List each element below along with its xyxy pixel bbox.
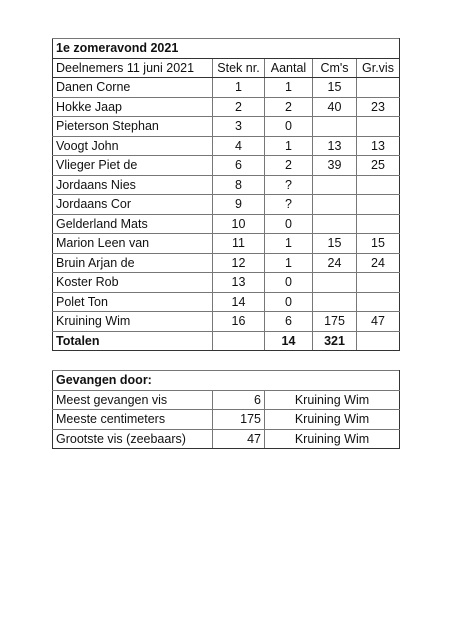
header-grvis: Gr.vis [357, 58, 400, 78]
largest-fish: 23 [357, 97, 400, 117]
totals-grvis-empty [357, 331, 400, 351]
header-stek: Stek nr. [213, 58, 265, 78]
table-row [53, 214, 400, 234]
stek-number: 12 [213, 253, 265, 273]
table-row [53, 136, 400, 156]
largest-fish [357, 292, 400, 312]
summary-label: Grootste vis (zeebaars) [53, 429, 213, 449]
catch-count: 2 [265, 97, 313, 117]
title-row [53, 39, 400, 59]
stek-number: 16 [213, 312, 265, 332]
largest-fish [357, 175, 400, 195]
stek-number: 11 [213, 234, 265, 254]
participant-name: Vlieger Piet de [53, 156, 213, 176]
summary-title-row [53, 371, 400, 391]
catch-count: ? [265, 195, 313, 215]
largest-fish [357, 195, 400, 215]
catch-count: 0 [265, 214, 313, 234]
table-row [53, 273, 400, 293]
catch-count: 0 [265, 117, 313, 137]
summary-row [53, 429, 400, 449]
largest-fish: 13 [357, 136, 400, 156]
total-cm [313, 273, 357, 293]
participant-name: Voogt John [53, 136, 213, 156]
participant-name: Kruining Wim [53, 312, 213, 332]
summary-label: Meeste centimeters [53, 410, 213, 430]
table-row [53, 97, 400, 117]
results-table [52, 38, 400, 351]
catch-count: 1 [265, 253, 313, 273]
catch-count: 6 [265, 312, 313, 332]
table-row [53, 156, 400, 176]
total-cm [313, 292, 357, 312]
stek-number: 6 [213, 156, 265, 176]
totals-row [53, 331, 400, 351]
summary-who: Kruining Wim [265, 429, 400, 449]
largest-fish: 25 [357, 156, 400, 176]
table-row [53, 175, 400, 195]
stek-number: 4 [213, 136, 265, 156]
catch-count: 2 [265, 156, 313, 176]
participant-name: Pieterson Stephan [53, 117, 213, 137]
totals-aantal: 14 [265, 331, 313, 351]
participant-name: Marion Leen van [53, 234, 213, 254]
stek-number: 3 [213, 117, 265, 137]
header-participants: Deelnemers 11 juni 2021 [53, 58, 213, 78]
participant-name: Bruin Arjan de [53, 253, 213, 273]
largest-fish: 15 [357, 234, 400, 254]
total-cm: 40 [313, 97, 357, 117]
catch-count: 0 [265, 273, 313, 293]
table-row [53, 117, 400, 137]
table-row [53, 292, 400, 312]
participant-name: Jordaans Cor [53, 195, 213, 215]
table-title: 1e zomeravond 2021 [53, 39, 400, 59]
stek-number: 2 [213, 97, 265, 117]
header-row [53, 58, 400, 78]
participant-name: Gelderland Mats [53, 214, 213, 234]
largest-fish [357, 78, 400, 98]
participant-name: Hokke Jaap [53, 97, 213, 117]
summary-who: Kruining Wim [265, 390, 400, 410]
catch-count: ? [265, 175, 313, 195]
catch-count: 1 [265, 136, 313, 156]
summary-value: 6 [213, 390, 265, 410]
largest-fish [357, 273, 400, 293]
table-row [53, 253, 400, 273]
summary-label: Meest gevangen vis [53, 390, 213, 410]
table-row [53, 78, 400, 98]
stek-number: 14 [213, 292, 265, 312]
summary-row [53, 390, 400, 410]
summary-row [53, 410, 400, 430]
total-cm: 15 [313, 78, 357, 98]
table-row [53, 234, 400, 254]
summary-value: 175 [213, 410, 265, 430]
total-cm: 15 [313, 234, 357, 254]
largest-fish [357, 214, 400, 234]
totals-stek-empty [213, 331, 265, 351]
catch-count: 1 [265, 234, 313, 254]
stek-number: 9 [213, 195, 265, 215]
total-cm [313, 214, 357, 234]
summary-table [52, 370, 400, 449]
header-cm: Cm's [313, 58, 357, 78]
summary-who: Kruining Wim [265, 410, 400, 430]
total-cm: 175 [313, 312, 357, 332]
total-cm: 24 [313, 253, 357, 273]
totals-cm: 321 [313, 331, 357, 351]
table-row [53, 312, 400, 332]
totals-label: Totalen [53, 331, 213, 351]
header-aantal: Aantal [265, 58, 313, 78]
stek-number: 1 [213, 78, 265, 98]
stek-number: 10 [213, 214, 265, 234]
stek-number: 13 [213, 273, 265, 293]
summary-value: 47 [213, 429, 265, 449]
table-row [53, 195, 400, 215]
largest-fish [357, 117, 400, 137]
participant-name: Danen Corne [53, 78, 213, 98]
catch-count: 1 [265, 78, 313, 98]
total-cm [313, 117, 357, 137]
stek-number: 8 [213, 175, 265, 195]
total-cm [313, 175, 357, 195]
total-cm: 39 [313, 156, 357, 176]
summary-title: Gevangen door: [53, 371, 400, 391]
total-cm: 13 [313, 136, 357, 156]
total-cm [313, 195, 357, 215]
largest-fish: 24 [357, 253, 400, 273]
participant-name: Koster Rob [53, 273, 213, 293]
participant-name: Polet Ton [53, 292, 213, 312]
catch-count: 0 [265, 292, 313, 312]
largest-fish: 47 [357, 312, 400, 332]
participant-name: Jordaans Nies [53, 175, 213, 195]
